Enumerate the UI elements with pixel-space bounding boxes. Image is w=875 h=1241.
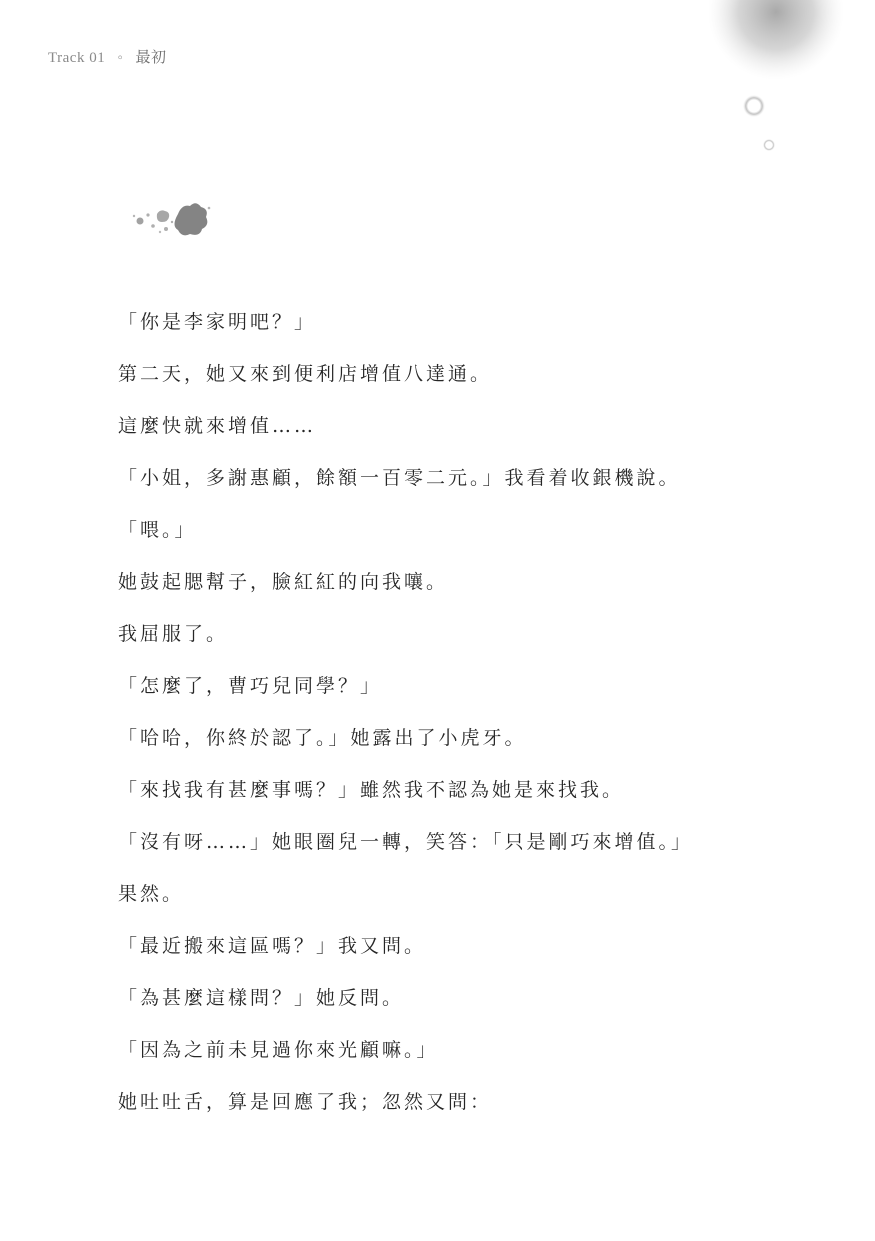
text-line: 「哈哈，你終於認了。」她露出了小虎牙。 xyxy=(118,727,527,749)
text-line: 「小姐，多謝惠顧，餘額一百零二元。」我看着收銀機說。 xyxy=(118,467,681,489)
text-line: 她鼓起腮幫子，臉紅紅的向我嚷。 xyxy=(118,571,449,593)
running-header xyxy=(48,46,167,67)
text-line: 「怎麼了，曹巧兒同學？」 xyxy=(118,675,383,697)
bubble-decoration-small xyxy=(763,139,775,151)
blurred-circle-decoration xyxy=(708,0,844,80)
text-line: 「喂。」 xyxy=(118,519,197,541)
text-line: 「最近搬來這區嗎？」我又問。 xyxy=(118,935,427,957)
chapter-title: 最初 xyxy=(135,50,167,66)
text-line: 「為甚麼這樣問？」她反問。 xyxy=(118,987,405,1009)
track-label: Track xyxy=(48,50,85,66)
text-line: 「你是李家明吧？」 xyxy=(118,311,317,333)
text-line: 「因為之前未見過你來光顧嘛。」 xyxy=(118,1039,439,1061)
ink-splash-ornament xyxy=(133,203,211,235)
text-line: 她吐吐舌，算是回應了我；忽然又問： xyxy=(118,1091,493,1113)
decorative-graphics xyxy=(0,0,875,300)
text-line: 第二天，她又來到便利店增值八達通。 xyxy=(118,363,493,385)
text-line: 「沒有呀……」她眼圈兒一轉，笑答：「只是剛巧來增值。」 xyxy=(118,831,694,853)
header-separator: ◦ xyxy=(117,50,124,66)
text-line: 「來找我有甚麼事嗎？」雖然我不認為她是來找我。 xyxy=(118,779,625,801)
body-text xyxy=(118,304,818,1136)
track-number: 01 xyxy=(89,50,106,66)
text-line: 果然。 xyxy=(118,883,185,905)
bubble-decoration-large xyxy=(743,95,765,117)
text-line: 我屈服了。 xyxy=(118,623,229,645)
text-line: 這麼快就來增值…… xyxy=(118,415,317,437)
